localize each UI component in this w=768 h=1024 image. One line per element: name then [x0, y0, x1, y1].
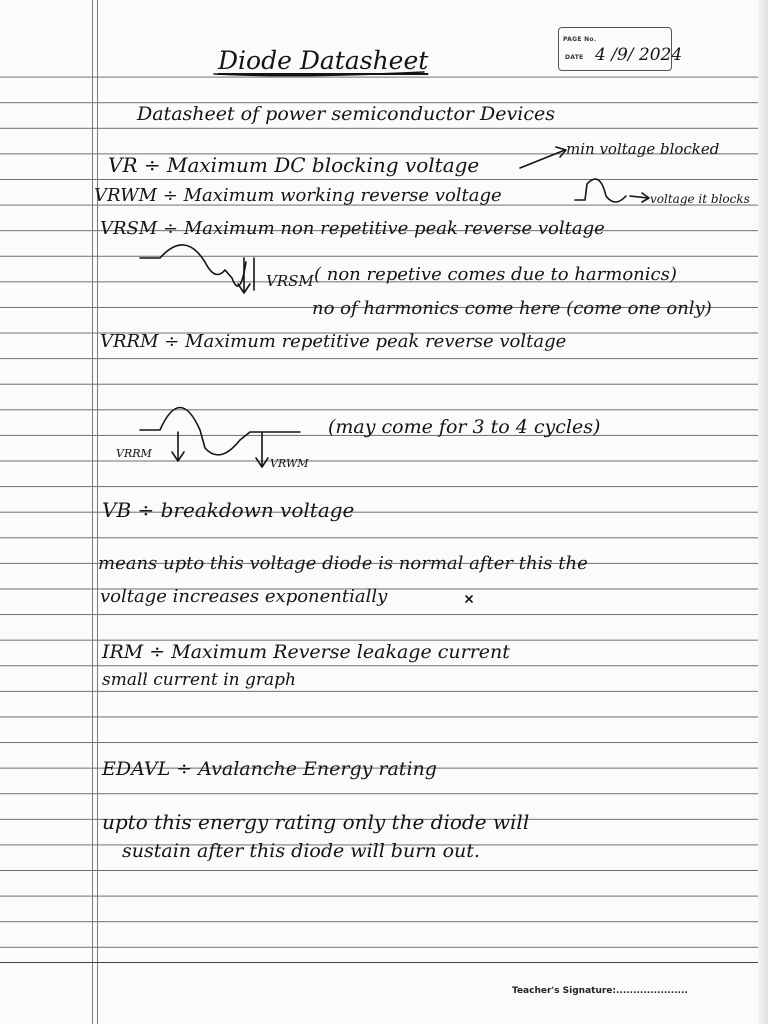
vrwm-definition: VRWM ÷ Maximum working reverse voltage: [94, 185, 502, 206]
page-title: Diode Datasheet: [218, 46, 429, 75]
vrrm-definition: VRRM ÷ Maximum repetitive peak reverse voltage: [100, 331, 567, 352]
irm-definition: IRM ÷ Maximum Reverse leakage current: [102, 641, 510, 663]
vb-description-1: means upto this voltage diode is normal after this the: [98, 553, 588, 574]
date-value: 4 /9/ 2024: [595, 45, 683, 65]
eavl-definition: EDAVL ÷ Avalanche Energy rating: [102, 758, 437, 780]
eavl-description-1: upto this energy rating only the diode will: [102, 810, 530, 834]
eavl-description-2: sustain after this diode will burn out.: [122, 840, 480, 862]
vrsm-figure-label: VRSM: [266, 272, 314, 290]
figure-label-vrrm: VRRM: [116, 447, 152, 460]
vr-note: min voltage blocked: [566, 140, 720, 158]
mark-icon: [466, 596, 472, 602]
vrsm-waveform-icon: [140, 245, 246, 286]
vrwm-note: voltage it blocks: [650, 192, 750, 206]
page-number-label: PAGE No.: [563, 36, 597, 43]
vrsm-note-2: no of harmonics come here (come one only): [312, 298, 712, 319]
vrsm-note-1: ( non repetive comes due to harmonics): [314, 264, 677, 285]
vrrm-note: (may come for 3 to 4 cycles): [328, 416, 601, 438]
figure-label-vrwm: VRWM: [270, 457, 309, 470]
vr-definition: VR ÷ Maximum DC blocking voltage: [108, 153, 480, 177]
subtitle: Datasheet of power semiconductor Devices: [137, 103, 555, 125]
vb-description-2: voltage increases exponentially: [100, 586, 388, 607]
title-underline-icon: [214, 72, 424, 76]
vrrm-waveform-icon: [140, 408, 300, 455]
vb-definition: VB ÷ breakdown voltage: [102, 498, 355, 522]
arrow-icon: [520, 150, 565, 168]
irm-description: small current in graph: [102, 670, 296, 690]
date-label: DATE: [565, 54, 584, 61]
vrsm-definition: VRSM ÷ Maximum non repetitive peak reverse voltage: [100, 218, 605, 239]
pulse-sketch-icon: [575, 179, 626, 202]
teacher-signature-label: Teacher's Signature:.....................: [512, 986, 688, 996]
